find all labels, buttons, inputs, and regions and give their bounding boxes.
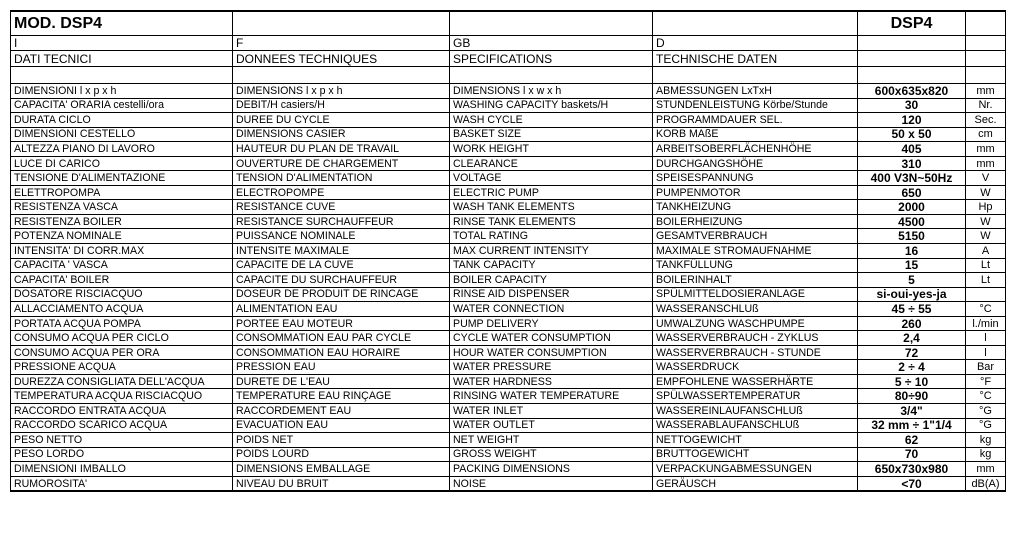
spec-value: 5150 [858, 229, 966, 244]
spec-label-it: RESISTENZA VASCA [11, 200, 233, 215]
spec-label-en: VOLTAGE [450, 171, 653, 186]
spec-value: 16 [858, 244, 966, 259]
language-label-fr: F [233, 36, 450, 51]
spec-label-de: ABMESSUNGEN LxTxH [653, 84, 858, 99]
spec-label-de: WASSERVERBRAUCH - STUNDE [653, 345, 858, 360]
spec-label-en: CYCLE WATER CONSUMPTION [450, 331, 653, 346]
spec-label-en: WATER OUTLET [450, 418, 653, 433]
spec-unit: mm [966, 462, 1006, 477]
spec-unit: l [966, 345, 1006, 360]
spec-label-it: RUMOROSITA' [11, 476, 233, 491]
spec-row [11, 98, 1006, 113]
spec-label-it: PESO LORDO [11, 447, 233, 462]
spec-label-fr: NIVEAU DU BRUIT [233, 476, 450, 491]
spec-label-it: DIMENSIONI CESTELLO [11, 127, 233, 142]
spec-label-en: CLEARANCE [450, 156, 653, 171]
spec-label-de: TANKFÜLLUNG [653, 258, 858, 273]
spec-row [11, 302, 1006, 317]
spec-label-fr: HAUTEUR DU PLAN DE TRAVAIL [233, 142, 450, 157]
spec-label-en: HOUR WATER CONSUMPTION [450, 345, 653, 360]
spec-label-fr: TEMPERATURE EAU RINÇAGE [233, 389, 450, 404]
spec-label-en: TOTAL RATING [450, 229, 653, 244]
spec-label-it: DIMENSIONI l x p x h [11, 84, 233, 99]
spec-label-it: CONSUMO ACQUA PER ORA [11, 345, 233, 360]
spec-row [11, 462, 1006, 477]
empty-cell [966, 11, 1006, 36]
spec-label-fr: CAPACITE DU SURCHAUFFEUR [233, 273, 450, 288]
spec-row [11, 273, 1006, 288]
spec-label-en: WORK HEIGHT [450, 142, 653, 157]
spec-label-it: CAPACITA ' VASCA [11, 258, 233, 273]
spec-label-en: TANK CAPACITY [450, 258, 653, 273]
spec-unit: °C [966, 302, 1006, 317]
spec-label-it: LUCE DI CARICO [11, 156, 233, 171]
spec-unit: Lt [966, 273, 1006, 288]
spec-label-en: WASH CYCLE [450, 113, 653, 128]
spec-value: 3/4" [858, 404, 966, 419]
spec-value: 72 [858, 345, 966, 360]
spec-row [11, 200, 1006, 215]
spec-label-de: SPÜLWASSERTEMPERATUR [653, 389, 858, 404]
spec-unit: W [966, 185, 1006, 200]
spec-label-de: NETTOGEWICHT [653, 433, 858, 448]
spec-label-fr: ELECTROPOMPE [233, 185, 450, 200]
title-row [11, 11, 1006, 36]
spec-label-en: RINSE TANK ELEMENTS [450, 214, 653, 229]
spec-row [11, 229, 1006, 244]
spec-label-fr: DIMENSIONS l x p x h [233, 84, 450, 99]
spec-label-fr: TENSION D'ALIMENTATION [233, 171, 450, 186]
language-label-en: GB [450, 36, 653, 51]
empty-cell [858, 51, 966, 67]
language-row [11, 36, 1006, 51]
spec-label-it: PRESSIONE ACQUA [11, 360, 233, 375]
spec-row [11, 374, 1006, 389]
spec-label-en: RINSING WATER TEMPERATURE [450, 389, 653, 404]
model-value: DSP4 [858, 11, 966, 36]
spec-unit: Lt [966, 258, 1006, 273]
section-title-fr: DONNEES TECHNIQUES [233, 51, 450, 67]
empty-cell [450, 67, 653, 84]
spec-label-en: GROSS WEIGHT [450, 447, 653, 462]
spec-label-en: WATER PRESSURE [450, 360, 653, 375]
spec-unit: W [966, 229, 1006, 244]
spec-label-fr: ALIMENTATION EAU [233, 302, 450, 317]
spec-unit: V [966, 171, 1006, 186]
spec-row [11, 287, 1006, 302]
spec-label-de: SPEISESPANNUNG [653, 171, 858, 186]
spec-row [11, 244, 1006, 259]
spec-label-fr: OUVERTURE DE CHARGEMENT [233, 156, 450, 171]
section-title-de: TECHNISCHE DATEN [653, 51, 858, 67]
empty-cell [653, 67, 858, 84]
spec-label-de: UMWALZUNG WASCHPUMPE [653, 316, 858, 331]
spec-value: 62 [858, 433, 966, 448]
section-title-it: DATI TECNICI [11, 51, 233, 67]
spec-unit: kg [966, 433, 1006, 448]
spec-label-it: ALTEZZA PIANO DI LAVORO [11, 142, 233, 157]
language-label-de: D [653, 36, 858, 51]
spec-label-it: CONSUMO ACQUA PER CICLO [11, 331, 233, 346]
spec-label-fr: DIMENSIONS EMBALLAGE [233, 462, 450, 477]
spec-value: 30 [858, 98, 966, 113]
spec-label-it: PORTATA ACQUA POMPA [11, 316, 233, 331]
spec-unit: l [966, 331, 1006, 346]
spec-value: 80÷90 [858, 389, 966, 404]
blank-row [11, 67, 1006, 84]
spec-label-fr: DUREE DU CYCLE [233, 113, 450, 128]
spec-label-fr: RACCORDEMENT EAU [233, 404, 450, 419]
empty-cell [233, 11, 450, 36]
spec-label-de: SPÜLMITTELDOSIERANLAGE [653, 287, 858, 302]
spec-unit: °G [966, 418, 1006, 433]
spec-row [11, 84, 1006, 99]
empty-cell [11, 67, 233, 84]
spec-unit: mm [966, 84, 1006, 99]
spec-unit: l./min [966, 316, 1006, 331]
spec-value: 45 ÷ 55 [858, 302, 966, 317]
empty-cell [966, 67, 1006, 84]
spec-value: 600x635x820 [858, 84, 966, 99]
spec-label-de: WASSEREINLAUFANSCHLUß [653, 404, 858, 419]
spec-label-fr: DOSEUR DE PRODUIT DE RINCAGE [233, 287, 450, 302]
spec-value: 650 [858, 185, 966, 200]
spec-label-de: BRUTTOGEWICHT [653, 447, 858, 462]
language-label-it: I [11, 36, 233, 51]
spec-value: 405 [858, 142, 966, 157]
spec-row [11, 156, 1006, 171]
spec-label-it: RACCORDO SCARICO ACQUA [11, 418, 233, 433]
spec-row [11, 185, 1006, 200]
spec-unit: dB(A) [966, 476, 1006, 491]
spec-unit: W [966, 214, 1006, 229]
spec-label-fr: EVACUATION EAU [233, 418, 450, 433]
empty-cell [966, 51, 1006, 67]
spec-label-de: BOILERHEIZUNG [653, 214, 858, 229]
spec-row [11, 418, 1006, 433]
spec-label-it: PESO NETTO [11, 433, 233, 448]
spec-label-de: WASSERANSCHLUß [653, 302, 858, 317]
spec-label-it: ELETTROPOMPA [11, 185, 233, 200]
spec-row [11, 142, 1006, 157]
spec-unit: °F [966, 374, 1006, 389]
spec-label-de: TANKHEIZUNG [653, 200, 858, 215]
spec-value: 2000 [858, 200, 966, 215]
spec-label-en: ELECTRIC PUMP [450, 185, 653, 200]
spec-label-it: CAPACITA' ORARIA cestelli/ora [11, 98, 233, 113]
spec-label-fr: RESISTANCE SURCHAUFFEUR [233, 214, 450, 229]
spec-label-it: TENSIONE D'ALIMENTAZIONE [11, 171, 233, 186]
spec-label-en: WATER INLET [450, 404, 653, 419]
spec-label-fr: CAPACITE DE LA CUVE [233, 258, 450, 273]
spec-label-de: DURCHGANGSHÖHE [653, 156, 858, 171]
spec-label-it: DURATA CICLO [11, 113, 233, 128]
spec-row [11, 360, 1006, 375]
spec-unit: Nr. [966, 98, 1006, 113]
spec-unit: Sec. [966, 113, 1006, 128]
spec-label-en: BASKET SIZE [450, 127, 653, 142]
spec-label-it: TEMPERATURA ACQUA RISCIACQUO [11, 389, 233, 404]
empty-cell [450, 11, 653, 36]
spec-label-fr: PRESSION EAU [233, 360, 450, 375]
spec-label-fr: DIMENSIONS CASIER [233, 127, 450, 142]
spec-label-de: PROGRAMMDAUER SEL. [653, 113, 858, 128]
spec-label-fr: CONSOMMATION EAU HORAIRE [233, 345, 450, 360]
spec-label-de: ARBEITSOBERFLÄCHENHÖHE [653, 142, 858, 157]
spec-label-it: POTENZA NOMINALE [11, 229, 233, 244]
spec-unit: A [966, 244, 1006, 259]
spec-label-it: DUREZZA CONSIGLIATA DELL'ACQUA [11, 374, 233, 389]
spec-row [11, 127, 1006, 142]
spec-value: 32 mm ÷ 1"1/4 [858, 418, 966, 433]
spec-row [11, 433, 1006, 448]
model-name: MOD. DSP4 [11, 11, 233, 36]
spec-label-fr: PORTEE EAU MOTEUR [233, 316, 450, 331]
spec-label-it: CAPACITA' BOILER [11, 273, 233, 288]
spec-label-en: BOILER CAPACITY [450, 273, 653, 288]
spec-value: 400 V3N~50Hz [858, 171, 966, 186]
empty-cell [233, 67, 450, 84]
spec-value: 4500 [858, 214, 966, 229]
spec-label-de: STUNDENLEISTUNG Körbe/Stunde [653, 98, 858, 113]
spec-label-en: PUMP DELIVERY [450, 316, 653, 331]
spec-value: 15 [858, 258, 966, 273]
spec-value: 5 ÷ 10 [858, 374, 966, 389]
spec-label-it: INTENSITA' DI CORR.MAX [11, 244, 233, 259]
spec-value: 260 [858, 316, 966, 331]
spec-label-de: KORB MAßE [653, 127, 858, 142]
spec-label-en: MAX CURRENT INTENSITY [450, 244, 653, 259]
spec-label-en: NET WEIGHT [450, 433, 653, 448]
spec-label-de: EMPFOHLENE WASSERHÄRTE [653, 374, 858, 389]
spec-value: 310 [858, 156, 966, 171]
spec-label-it: DOSATORE RISCIACQUO [11, 287, 233, 302]
section-title-row [11, 51, 1006, 67]
empty-cell [858, 36, 966, 51]
spec-label-fr: DURETE DE L'EAU [233, 374, 450, 389]
spec-unit: cm [966, 127, 1006, 142]
spec-row [11, 171, 1006, 186]
spec-sheet [10, 10, 1005, 492]
section-title-en: SPECIFICATIONS [450, 51, 653, 67]
spec-value: 2 ÷ 4 [858, 360, 966, 375]
spec-label-en: RINSE AID DISPENSER [450, 287, 653, 302]
spec-unit: °G [966, 404, 1006, 419]
spec-label-it: DIMENSIONI IMBALLO [11, 462, 233, 477]
spec-value: 5 [858, 273, 966, 288]
spec-label-en: PACKING DIMENSIONS [450, 462, 653, 477]
spec-value: si-oui-yes-ja [858, 287, 966, 302]
spec-label-en: WASHING CAPACITY baskets/H [450, 98, 653, 113]
spec-label-fr: RESISTANCE CUVE [233, 200, 450, 215]
spec-row [11, 331, 1006, 346]
spec-row [11, 389, 1006, 404]
empty-cell [858, 67, 966, 84]
spec-unit: Hp [966, 200, 1006, 215]
spec-unit: °C [966, 389, 1006, 404]
spec-label-de: GERÄUSCH [653, 476, 858, 491]
spec-label-fr: CONSOMMATION EAU PAR CYCLE [233, 331, 450, 346]
spec-label-de: MAXIMALE STROMAUFNAHME [653, 244, 858, 259]
spec-value: <70 [858, 476, 966, 491]
spec-unit: mm [966, 142, 1006, 157]
spec-label-en: WASH TANK ELEMENTS [450, 200, 653, 215]
spec-label-it: ALLACCIAMENTO ACQUA [11, 302, 233, 317]
spec-label-fr: DEBIT/H casiers/H [233, 98, 450, 113]
spec-label-de: WASSERVERBRAUCH - ZYKLUS [653, 331, 858, 346]
spec-value: 2,4 [858, 331, 966, 346]
spec-row [11, 113, 1006, 128]
spec-unit [966, 287, 1006, 302]
spec-label-de: WASSERDRUCK [653, 360, 858, 375]
spec-value: 650x730x980 [858, 462, 966, 477]
spec-unit: kg [966, 447, 1006, 462]
spec-row [11, 258, 1006, 273]
spec-label-de: BOILERINHALT [653, 273, 858, 288]
empty-cell [966, 36, 1006, 51]
spec-label-en: WATER HARDNESS [450, 374, 653, 389]
spec-label-de: PUMPENMOTOR [653, 185, 858, 200]
spec-row [11, 404, 1006, 419]
spec-label-fr: POIDS NET [233, 433, 450, 448]
spec-value: 50 x 50 [858, 127, 966, 142]
spec-value: 70 [858, 447, 966, 462]
spec-label-en: DIMENSIONS l x w x h [450, 84, 653, 99]
spec-unit: mm [966, 156, 1006, 171]
spec-label-fr: PUISSANCE NOMINALE [233, 229, 450, 244]
spec-row [11, 345, 1006, 360]
spec-row [11, 476, 1006, 491]
spec-row [11, 316, 1006, 331]
spec-label-en: NOISE [450, 476, 653, 491]
spec-label-de: WASSERABLAUFANSCHLUß [653, 418, 858, 433]
empty-cell [653, 11, 858, 36]
spec-label-en: WATER CONNECTION [450, 302, 653, 317]
spec-row [11, 214, 1006, 229]
spec-unit: Bar [966, 360, 1006, 375]
spec-label-de: GESAMTVERBRAUCH [653, 229, 858, 244]
spec-value: 120 [858, 113, 966, 128]
spec-label-fr: INTENSITE MAXIMALE [233, 244, 450, 259]
spec-label-de: VERPACKUNGABMESSUNGEN [653, 462, 858, 477]
spec-table [10, 10, 1006, 492]
spec-label-fr: POIDS LOURD [233, 447, 450, 462]
spec-label-it: RESISTENZA BOILER [11, 214, 233, 229]
spec-label-it: RACCORDO ENTRATA ACQUA [11, 404, 233, 419]
spec-row [11, 447, 1006, 462]
